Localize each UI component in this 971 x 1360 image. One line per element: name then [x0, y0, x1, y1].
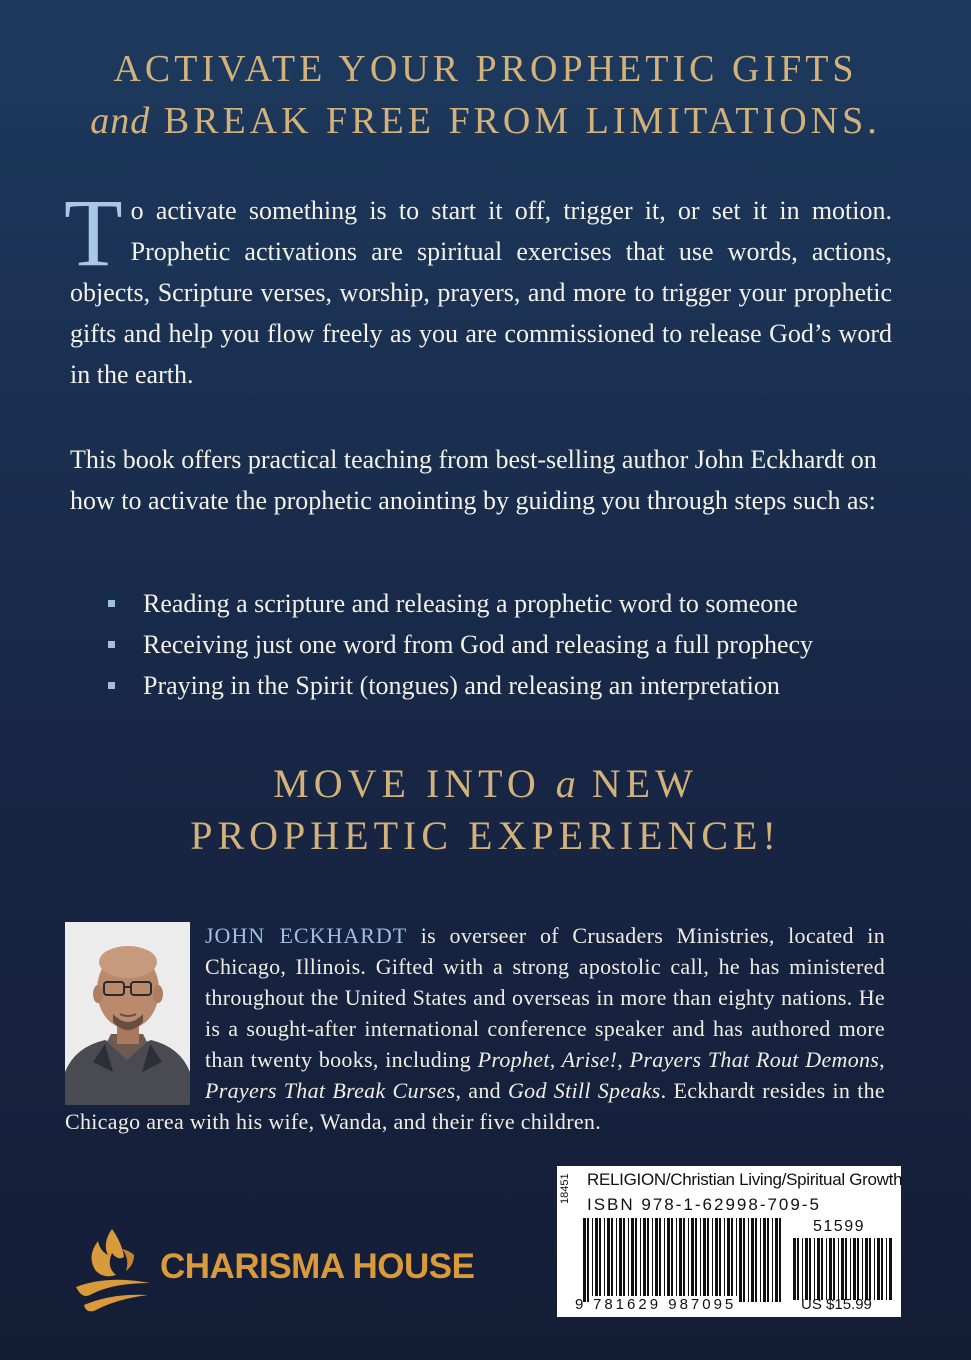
bio-separator: ,: [879, 1047, 885, 1072]
barcode-bar: [619, 1218, 622, 1302]
barcode-bar: [683, 1218, 685, 1302]
headline-italic-and: and: [90, 100, 151, 142]
bullet-item: [108, 665, 908, 706]
barcode-price: US $15.99: [801, 1296, 872, 1313]
barcode-bar: [635, 1218, 637, 1302]
author-bio: [65, 920, 885, 1137]
barcode-bar: [664, 1218, 665, 1302]
book-title: God Still Speaks: [507, 1078, 661, 1103]
barcode-bar: [797, 1238, 799, 1300]
barcode-bar: [772, 1218, 773, 1302]
barcode-bar: [838, 1238, 839, 1300]
intro-paragraph: [64, 179, 892, 395]
bio-text: . Eckhardt resides in the Chicago area with his wife, Wanda, and their five children.: [65, 1078, 885, 1134]
barcode-addon-bars: [793, 1238, 893, 1300]
barcode-bar: [760, 1218, 761, 1302]
book-title: Prayers That Break Curses: [205, 1078, 456, 1103]
barcode-bar: [695, 1218, 697, 1302]
barcode-bar: [853, 1238, 856, 1300]
barcode-bar: [599, 1218, 601, 1302]
bullet-square-icon: [108, 682, 115, 689]
barcode-bar: [647, 1218, 649, 1302]
headline-top-line2-rest: BREAK FREE FROM LIMITATIONS.: [163, 100, 881, 142]
barcode-bar: [829, 1238, 832, 1300]
headline-top-line1: ACTIVATE YOUR PROPHETIC GIFTS: [113, 48, 858, 90]
headline-top: [0, 43, 971, 147]
barcode-bar: [743, 1218, 745, 1302]
barcode-code: 18451: [559, 1173, 571, 1205]
bio-separator: , and: [455, 1078, 508, 1103]
bullet-text: Reading a scripture and releasing a prophetic word to someone: [143, 589, 798, 618]
barcode-label: [557, 1166, 901, 1317]
barcode-category: RELIGION/Christian Living/Spiritual Growth: [587, 1170, 903, 1189]
bio-separator: ,: [617, 1047, 630, 1072]
barcode-bar: [821, 1238, 823, 1300]
barcode-bar: [688, 1218, 689, 1302]
barcode-bar: [595, 1218, 598, 1302]
barcode-bar: [640, 1218, 641, 1302]
barcode-bar: [655, 1218, 658, 1302]
barcode-bar: [691, 1218, 694, 1302]
bullet-square-icon: [108, 641, 115, 648]
barcode-bar: [767, 1218, 769, 1302]
intro-text: o activate something is to start it off, trigger it, or set it in motion. Prophetic activations are spiritual exercises that use words, actions, objects, Scripture verses, worship, prayers, and more to trigger your prophetic gifts and help you flow freely as you are commissioned to release God’s word in the earth.: [70, 196, 892, 389]
barcode-bar: [755, 1218, 757, 1302]
barcode-bar: [809, 1238, 811, 1300]
barcode-bar: [805, 1238, 808, 1300]
barcode-bar: [611, 1218, 613, 1302]
barcode-bar: [671, 1218, 673, 1302]
headline-bottom: [0, 758, 971, 862]
barcode-bar: [667, 1218, 670, 1302]
headline-bottom-line1: [0, 758, 971, 810]
barcode-bar: [731, 1218, 733, 1302]
headline-bottom-line2: PROPHETIC EXPERIENCE!: [190, 813, 781, 858]
barcode-digits: 781629 987095: [593, 1296, 737, 1313]
barcode-bar: [857, 1238, 859, 1300]
barcode-bar: [779, 1218, 781, 1302]
headline-top-line2: [0, 95, 971, 147]
book-title: Prayers That Rout Demons: [629, 1047, 880, 1072]
barcode-isbn: ISBN 978-1-62998-709-5: [587, 1195, 821, 1214]
barcode-bar: [592, 1218, 593, 1302]
bullet-list: [108, 583, 908, 706]
headline-italic-a: a: [555, 761, 577, 806]
barcode-bar: [748, 1218, 749, 1302]
barcode-bar: [881, 1238, 883, 1300]
barcode-bar: [833, 1238, 835, 1300]
barcode-bar: [659, 1218, 661, 1302]
book-title: Prophet, Arise!: [477, 1047, 618, 1072]
barcode-bar: [703, 1218, 706, 1302]
barcode-bar: [877, 1238, 880, 1300]
barcode-bar: [715, 1218, 718, 1302]
barcode-bar: [889, 1238, 892, 1300]
barcode-bar: [874, 1238, 875, 1300]
barcode-bar: [707, 1218, 709, 1302]
author-name: JOHN ECKHARDT: [205, 923, 408, 948]
barcode-bar: [727, 1218, 730, 1302]
barcode-bar: [865, 1238, 868, 1300]
bullet-text: Praying in the Spirit (tongues) and releasing an interpretation: [143, 671, 780, 700]
barcode-bar: [814, 1238, 815, 1300]
barcode-bar: [862, 1238, 863, 1300]
bullet-square-icon: [108, 600, 115, 607]
barcode-bar: [817, 1238, 820, 1300]
barcode-bar: [775, 1218, 778, 1302]
barcode-bar: [643, 1218, 646, 1302]
barcode-bar: [763, 1218, 766, 1302]
barcode-lead-digit: 9: [575, 1296, 584, 1313]
barcode-bar: [583, 1218, 586, 1302]
barcode-bar: [793, 1238, 796, 1300]
headline-bottom-part: MOVE INTO: [273, 761, 541, 806]
barcode-bar: [869, 1238, 871, 1300]
barcode-bar: [604, 1218, 605, 1302]
barcode-bar: [679, 1218, 682, 1302]
bullet-item: [108, 583, 908, 624]
barcode-bar: [712, 1218, 713, 1302]
barcode-bar: [631, 1218, 634, 1302]
barcode-bar: [751, 1218, 754, 1302]
publisher-logo: [72, 1225, 492, 1315]
barcode-bar: [739, 1218, 742, 1302]
barcode-bars: [583, 1218, 783, 1302]
barcode-bar: [845, 1238, 847, 1300]
flame-icon: [72, 1225, 152, 1315]
drop-cap: T: [64, 179, 123, 286]
headline-bottom-part: NEW: [591, 761, 698, 806]
barcode-bar: [607, 1218, 610, 1302]
barcode-bar: [652, 1218, 653, 1302]
barcode-bar: [628, 1218, 629, 1302]
description-paragraph: This book offers practical teaching from best-selling author John Eckhardt on how to activate the prophetic anointing by guiding you through steps such as:: [70, 445, 877, 515]
bullet-item: [108, 624, 908, 665]
barcode-bar: [724, 1218, 725, 1302]
bullet-text: Receiving just one word from God and releasing a full prophecy: [143, 630, 814, 659]
barcode-bar: [616, 1218, 617, 1302]
barcode-bar: [850, 1238, 851, 1300]
barcode-bar: [826, 1238, 827, 1300]
barcode-bar: [802, 1238, 803, 1300]
barcode-bar: [700, 1218, 701, 1302]
barcode-bar: [736, 1218, 737, 1302]
barcode-price-code: 51599: [813, 1218, 865, 1235]
barcode-bar: [623, 1218, 625, 1302]
publisher-name: CHARISMA HOUSE: [160, 1247, 475, 1286]
barcode-bar: [841, 1238, 844, 1300]
barcode-bar: [886, 1238, 887, 1300]
barcode-bar: [719, 1218, 721, 1302]
barcode-bar: [587, 1218, 589, 1302]
barcode-bar: [676, 1218, 677, 1302]
bio-text: is overseer of Crusaders Ministries, located in Chicago, Illinois. Gifted with a strong apostolic call, he has ministered throughout the United States and overseas in more than eighty nations. He is a sought-after international conference speaker and has authored more than twenty books, including: [205, 923, 885, 1072]
